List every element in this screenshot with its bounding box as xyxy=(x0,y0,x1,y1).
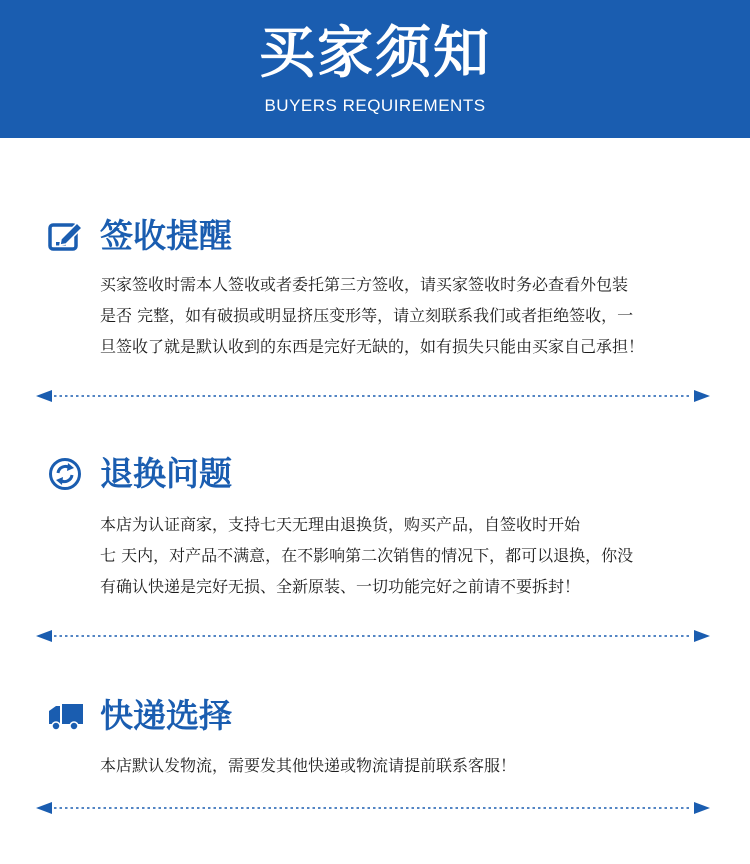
section-title: 退换问题 xyxy=(100,454,232,493)
text-line: 是否 完整，如有破损或明显挤压变形等，请立刻联系我们或者拒绝签收，一 xyxy=(100,306,634,325)
section-text xyxy=(100,750,710,781)
text-line: 买家签收时需本人签收或者委托第三方签收，请买家签收时务必查看外包装 xyxy=(100,275,629,294)
refresh-icon xyxy=(48,456,84,492)
text-line: 本店为认证商家，支持七天无理由退换货，购买产品，自签收时开始 xyxy=(100,515,581,534)
section-text xyxy=(100,509,710,602)
dotted-divider xyxy=(36,801,710,815)
text-line: 有确认快递是完好无损、全新原装、一切功能完好之前请不要拆封！ xyxy=(100,577,581,596)
text-line: 本店默认发物流，需要发其他快递或物流请提前联系客服！ xyxy=(100,756,517,775)
dotted-divider xyxy=(36,389,710,403)
section-text xyxy=(100,269,710,362)
dotted-divider xyxy=(36,629,710,643)
section-title: 快递选择 xyxy=(100,696,232,735)
edit-icon xyxy=(48,220,84,252)
text-line: 七 天内，对产品不满意，在不影响第二次销售的情况下，都可以退换，你没 xyxy=(100,546,634,565)
page-subtitle: BUYERS REQUIREMENTS xyxy=(264,96,486,115)
header-banner xyxy=(0,0,750,138)
section-title: 签收提醒 xyxy=(100,216,232,255)
text-line: 旦签收了就是默认收到的东西是完好无缺的，如有损失只能由买家自己承担！ xyxy=(100,337,645,356)
page-title: 买家须知 xyxy=(259,21,491,86)
delivery-truck-icon xyxy=(48,700,84,732)
